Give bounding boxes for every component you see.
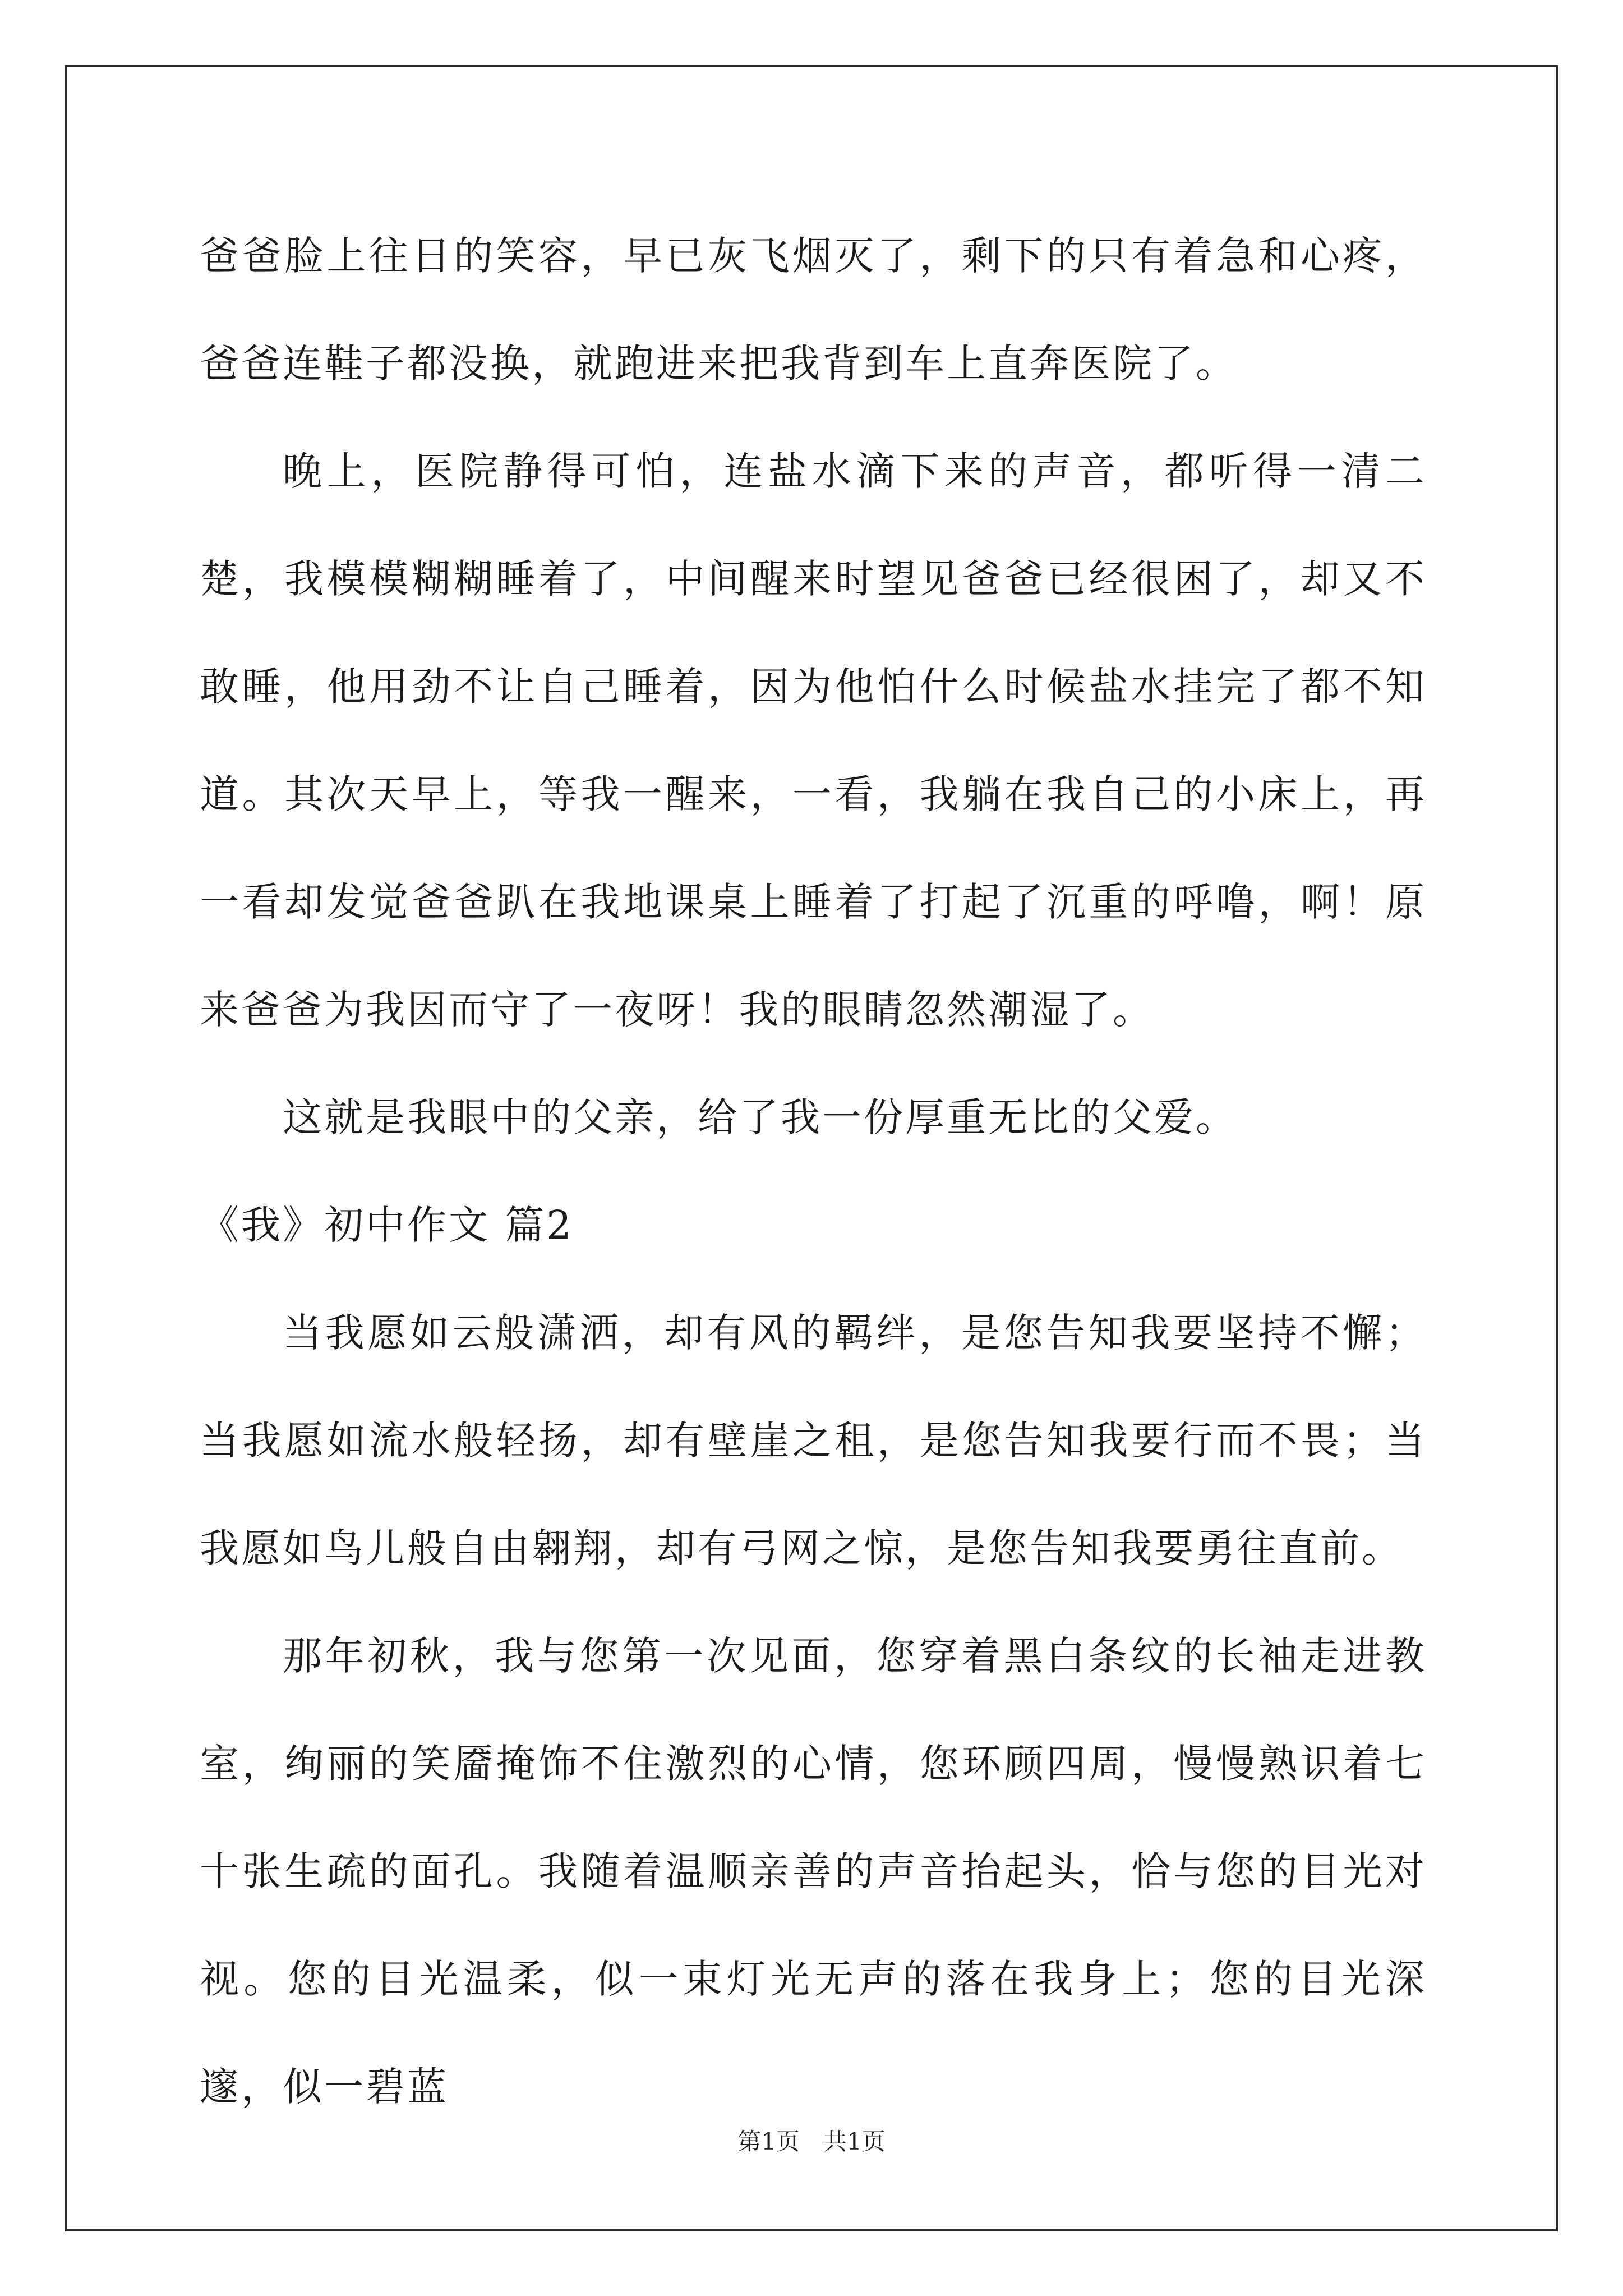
paragraph-1: 爸爸脸上往日的笑容，早已灰飞烟灭了，剩下的只有着急和心疼，爸爸连鞋子都没换，就跑进来把我背到车上直奔医院了。: [200, 233, 1427, 386]
page-footer: 第1页 共1页: [737, 2128, 886, 2155]
paragraph-3: 这就是我眼中的父亲，给了我一份厚重无比的父爱。: [283, 1094, 1237, 1140]
paragraph-4: 当我愿如云般潇洒，却有风的羁绊，是您告知我要坚持不懈；当我愿如流水般轻扬，却有壁崖之租，是您告知我要行而不畏；当我愿如鸟儿般自由翱翔，却有弓网之惊，是您告知我要勇往直前。: [200, 1310, 1427, 1571]
document-body: [200, 202, 1427, 2141]
section-heading: 《我》初中作文 篇2: [200, 1202, 574, 1248]
paragraph-2: 晚上，医院静得可怕，连盐水滴下来的声音，都听得一清二楚，我模模糊糊睡着了，中间醒来时望见爸爸已经很困了，却又不敢睡，他用劲不让自己睡着，因为他怕什么时候盐水挂完了都不知道。其次天早上，等我一醒来，一看，我躺在我自己的小床上，再一看却发觉爸爸趴在我地课桌上睡着了打起了沉重的呼噜，啊！原来爸爸为我因而守了一夜呀！我的眼睛忽然潮湿了。: [200, 448, 1427, 1033]
paragraph-5: 那年初秋，我与您第一次见面，您穿着黑白条纹的长袖走进教室，绚丽的笑靥掩饰不住激烈的心情，您环顾四周，慢慢熟识着七十张生疏的面孔。我随着温顺亲善的声音抬起头，恰与您的目光对视。您的目光温柔，似一束灯光无声的落在我身上；您的目光深邃，似一碧蓝: [200, 1633, 1427, 2110]
